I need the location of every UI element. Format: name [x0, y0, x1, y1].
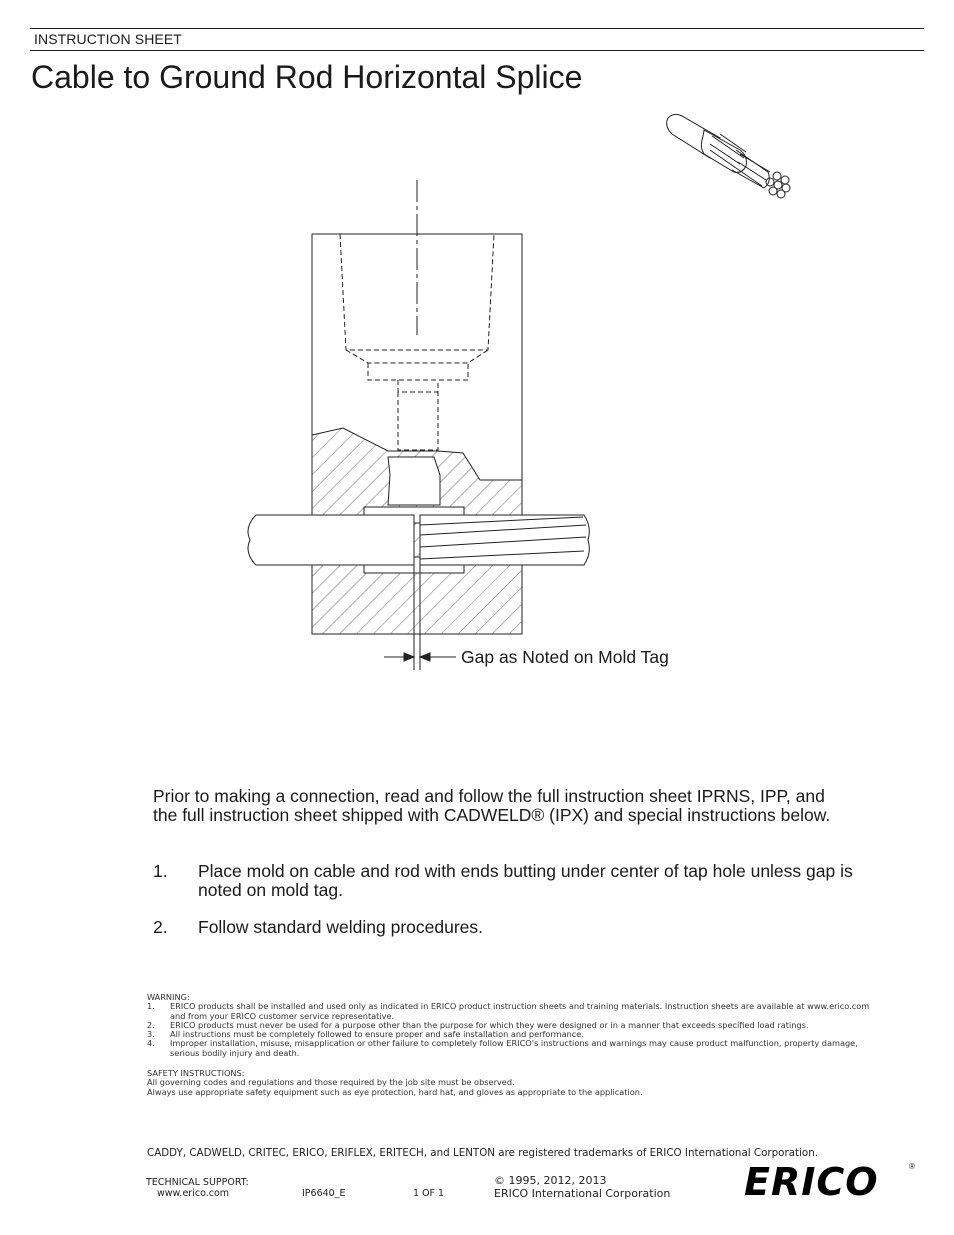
- intro-paragraph: Prior to making a connection, read and follow the full instruction sheet IPRNS, IPP, and the full instruction sheet shipped with CADWELD® (IPX) and special instructions below.: [153, 786, 831, 825]
- step-number: 2.: [153, 917, 168, 937]
- erico-logo: ERICO: [744, 1160, 879, 1204]
- page-number: 1 OF 1: [413, 1188, 445, 1199]
- safety-line: All governing codes and regulations and those required by the job site must be observed.: [147, 1077, 515, 1088]
- warning-number: 4.: [147, 1038, 155, 1049]
- document-id: IP6640_E: [302, 1188, 346, 1199]
- warning-text: All instructions must be completely followed to ensure proper and safe installation and performance.: [170, 1029, 584, 1040]
- warning-number: 2.: [147, 1019, 155, 1030]
- warning-text: ERICO products shall be installed and used only as indicated in ERICO product instruction sheets and training materials. Instruction sheets are available at www.erico.com and from your ERICO customer service representative.: [170, 1001, 870, 1021]
- safety-heading: SAFETY INSTRUCTIONS:: [147, 1068, 245, 1078]
- copyright-years: © 1995, 2012, 2013: [494, 1174, 607, 1187]
- registered-mark: ®: [909, 1162, 915, 1171]
- page-title: Cable to Ground Rod Horizontal Splice: [31, 59, 583, 95]
- warning-text: Improper installation, misuse, misapplication or other failure to completely follow ERICO's instructions and warnings may cause product malfunction, property damage, serious bodily injury and death.: [170, 1038, 858, 1058]
- tech-support-link[interactable]: www.erico.com: [157, 1188, 230, 1199]
- warning-text: ERICO products must never be used for a purpose other than the purpose for which they were designed or in a manner that exceeds specified load ratings.: [170, 1019, 809, 1030]
- mold-cross-section-diagram: [238, 175, 598, 670]
- document-type-label: INSTRUCTION SHEET: [34, 31, 182, 47]
- step-text: Follow standard welding procedures.: [198, 917, 484, 937]
- warning-item: [147, 1002, 887, 1021]
- warning-number: 1.: [147, 1001, 155, 1012]
- step-number: 1.: [153, 861, 168, 881]
- safety-block: [147, 1069, 887, 1097]
- stranded-cable: [420, 515, 589, 565]
- warning-heading: WARNING:: [147, 992, 190, 1002]
- safety-line: Always use appropriate safety equipment such as eye protection, hard hat, and gloves as appropriate to the application.: [147, 1086, 643, 1097]
- step-1: [153, 862, 873, 902]
- stranded-cable-illustration: [660, 108, 800, 203]
- step-text: Place mold on cable and rod with ends butting under center of tap hole unless gap is noted on mold tag.: [198, 861, 853, 900]
- gap-label: Gap as Noted on Mold Tag: [461, 647, 669, 667]
- step-2: [153, 918, 873, 938]
- ground-rod: [248, 515, 414, 565]
- tech-support-label: TECHNICAL SUPPORT:: [146, 1177, 249, 1188]
- trademark-notice: CADDY, CADWELD, CRITEC, ERICO, ERIFLEX, ERITECH, and LENTON are registered trademarks of ERICO International Corporation.: [147, 1147, 819, 1159]
- warning-block: [147, 993, 887, 1058]
- header-top-rule: [30, 28, 924, 29]
- warning-item: [147, 1039, 887, 1058]
- company-name: ERICO International Corporation: [494, 1187, 671, 1200]
- warning-number: 3.: [147, 1029, 155, 1040]
- header-bottom-rule: [30, 50, 924, 51]
